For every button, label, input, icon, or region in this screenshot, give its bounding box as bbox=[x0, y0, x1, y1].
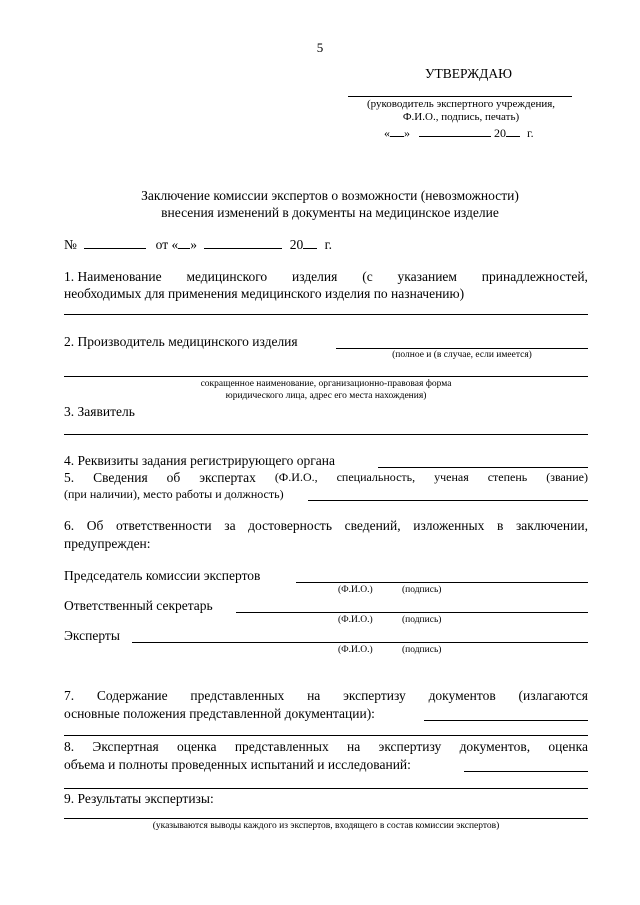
from-label: от « bbox=[155, 237, 179, 252]
s4-label: 4. Реквизиты задания регистрирующего органа bbox=[64, 453, 336, 468]
doc-year-prefix: 20 bbox=[289, 237, 304, 252]
approval-year-prefix: 20 bbox=[494, 126, 506, 140]
number-sign: № bbox=[64, 237, 77, 252]
s7-word: представленных bbox=[190, 688, 285, 703]
doc-year-suffix: г. bbox=[324, 237, 333, 252]
s5-word: Сведения bbox=[93, 470, 148, 485]
secretary-field[interactable] bbox=[236, 612, 588, 613]
approval-note-1: (руководитель экспертного учреждения, bbox=[366, 98, 556, 110]
approval-day-field[interactable] bbox=[390, 136, 404, 137]
s8-field-1[interactable] bbox=[464, 771, 588, 772]
s7-line-2: основные положения представленной документации): bbox=[64, 706, 375, 721]
experts-sign-note: (подпись) bbox=[402, 645, 442, 655]
chairman-label: Председатель комиссии экспертов bbox=[64, 568, 261, 583]
s2-label: 2. Производитель медицинского изделия bbox=[64, 334, 298, 349]
s2-note-2: сокращенное наименование, организационно-правовая форма bbox=[200, 379, 452, 389]
doc-year-field[interactable] bbox=[303, 248, 317, 249]
approval-date bbox=[384, 126, 534, 141]
s6-line-1 bbox=[64, 518, 588, 534]
doc-day-field[interactable] bbox=[178, 248, 190, 249]
s8-line-2: объема и полноты проведенных испытаний и исследований: bbox=[64, 757, 411, 772]
approval-month-field[interactable] bbox=[419, 136, 491, 137]
s1-line-2: необходимых для применения медицинского изделия по назначению) bbox=[64, 286, 465, 301]
s2-field-2[interactable] bbox=[64, 376, 588, 377]
secretary-sign-note: (подпись) bbox=[402, 615, 442, 625]
date-quote-close: » bbox=[190, 237, 197, 252]
s3-field[interactable] bbox=[64, 434, 588, 435]
s1-line-1 bbox=[64, 269, 588, 285]
s1-word: медицинского bbox=[186, 269, 268, 284]
s2-field-1[interactable] bbox=[336, 348, 588, 349]
approval-signature-line[interactable] bbox=[348, 96, 572, 97]
s3-label: 3. Заявитель bbox=[64, 404, 135, 419]
s5-word: ученая bbox=[434, 470, 469, 484]
s6-line-2: предупрежден: bbox=[64, 536, 151, 551]
approval-date-open: « bbox=[384, 126, 390, 140]
s8-word: оценка bbox=[548, 739, 588, 754]
doc-month-field[interactable] bbox=[204, 248, 282, 249]
s1-word: принадлежностей, bbox=[481, 269, 588, 284]
chairman-field[interactable] bbox=[296, 582, 588, 583]
s1-word: изделия bbox=[292, 269, 338, 284]
experts-field[interactable] bbox=[132, 642, 588, 643]
s5-line-2: (при наличии), место работы и должность) bbox=[64, 487, 284, 501]
chairman-sign-note: (подпись) bbox=[402, 585, 442, 595]
s7-word: экспертизу bbox=[343, 688, 406, 703]
s7-word: Содержание bbox=[96, 688, 168, 703]
s8-word: представленных bbox=[234, 739, 329, 754]
s9-label: 9. Результаты экспертизы: bbox=[64, 791, 214, 806]
approval-year-field[interactable] bbox=[506, 136, 520, 137]
s8-word: документов, bbox=[459, 739, 531, 754]
page-number: 5 bbox=[316, 40, 324, 55]
secretary-label: Ответственный секретарь bbox=[64, 598, 213, 613]
doc-title-line-1: Заключение комиссии экспертов о возможности (невозможности) bbox=[141, 188, 519, 203]
s5-field[interactable] bbox=[308, 500, 588, 501]
experts-fio-note: (Ф.И.О.) bbox=[338, 645, 373, 655]
doc-title-line-2: внесения изменений в документы на медицинское изделие bbox=[161, 205, 499, 220]
s8-word: на bbox=[347, 739, 361, 754]
s1-word: (с bbox=[362, 269, 373, 284]
doc-number-field[interactable] bbox=[84, 248, 146, 249]
s9-field[interactable] bbox=[64, 818, 588, 819]
s9-note: (указываются выводы каждого из экспертов, входящего в состав комиссии экспертов) bbox=[152, 821, 500, 831]
s8-word: экспертизу bbox=[378, 739, 442, 754]
s4-field[interactable] bbox=[378, 467, 588, 468]
s7-field-2[interactable] bbox=[64, 735, 588, 736]
s7-word: на bbox=[307, 688, 321, 703]
approval-year-suffix: г. bbox=[527, 126, 534, 140]
s6-word: в bbox=[496, 518, 504, 533]
s1-field[interactable] bbox=[64, 314, 588, 315]
number-date-line bbox=[64, 237, 332, 253]
approval-date-close: » bbox=[404, 126, 410, 140]
s5-word: (Ф.И.О., bbox=[274, 470, 318, 484]
s8-word: 8. bbox=[64, 739, 75, 754]
s6-word: 6. bbox=[64, 518, 75, 533]
s7-word: (излагаются bbox=[518, 688, 588, 703]
s6-word: сведений, bbox=[344, 518, 401, 533]
s7-word: документов bbox=[428, 688, 496, 703]
s5-word: об bbox=[166, 470, 181, 485]
s8-word: оценка bbox=[176, 739, 217, 754]
secretary-fio-note: (Ф.И.О.) bbox=[338, 615, 373, 625]
s1-word: указанием bbox=[397, 269, 457, 284]
s6-word: достоверность bbox=[248, 518, 332, 533]
approval-note-2: Ф.И.О., подпись, печать) bbox=[402, 111, 520, 123]
s5-word: степень bbox=[487, 470, 528, 484]
s6-word: за bbox=[224, 518, 236, 533]
s8-field-2[interactable] bbox=[64, 788, 588, 789]
s5-line-1 bbox=[64, 470, 588, 486]
s6-word: ответственности bbox=[115, 518, 212, 533]
s8-line-1 bbox=[64, 739, 588, 755]
s2-note-1: (полное и (в случае, если имеется) bbox=[392, 350, 532, 360]
experts-label: Эксперты bbox=[64, 628, 120, 643]
s6-word: заключении, bbox=[515, 518, 588, 533]
s7-word: 7. bbox=[64, 688, 75, 703]
s6-word: Об bbox=[86, 518, 104, 533]
s2-note-3: юридического лица, адрес его места нахождения) bbox=[225, 391, 427, 401]
s7-line-1 bbox=[64, 688, 588, 704]
s8-word: Экспертная bbox=[92, 739, 159, 754]
s5-word: специальность, bbox=[336, 470, 416, 484]
s5-word: экспертах bbox=[199, 470, 256, 485]
s5-word: (звание) bbox=[546, 470, 588, 484]
s5-word: 5. bbox=[64, 470, 75, 485]
approval-title: УТВЕРЖДАЮ bbox=[425, 66, 513, 81]
chairman-fio-note: (Ф.И.О.) bbox=[338, 585, 373, 595]
s1-word: 1. Наименование bbox=[64, 269, 162, 284]
s7-field-1[interactable] bbox=[424, 720, 588, 721]
s6-word: изложенных bbox=[413, 518, 485, 533]
